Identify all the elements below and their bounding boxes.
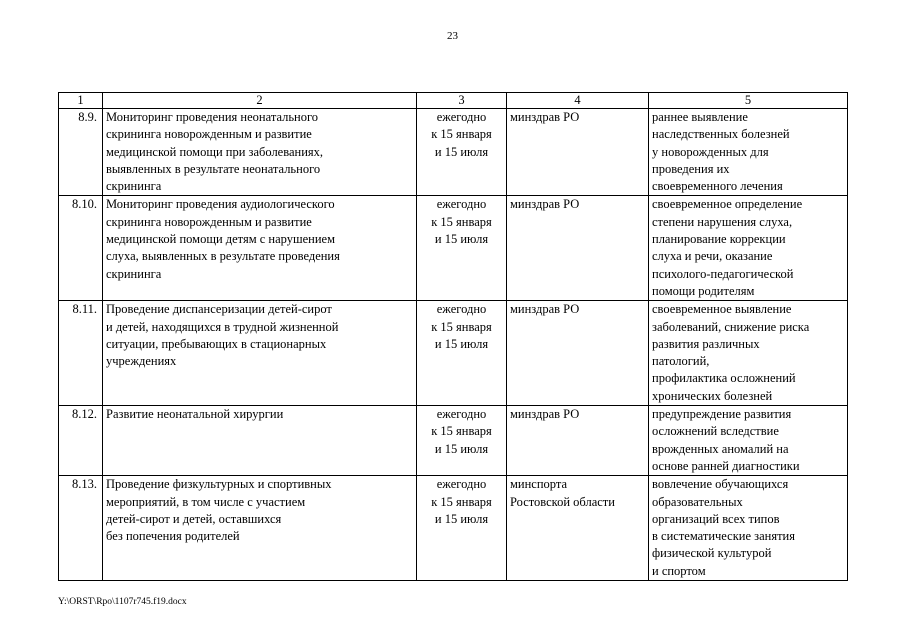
deadline-cell-line: ежегодно bbox=[436, 110, 487, 124]
activity-cell-line: Развитие неонатальной хирургии bbox=[106, 407, 284, 422]
deadline-cell bbox=[417, 476, 507, 581]
item-number: 8.11. bbox=[59, 301, 103, 406]
item-number: 8.13. bbox=[59, 476, 103, 581]
expected-result-cell bbox=[649, 196, 848, 301]
executor-cell-line: Ростовской области bbox=[510, 494, 615, 509]
expected-result-cell bbox=[649, 301, 848, 406]
executor-cell bbox=[507, 301, 649, 406]
column-header-3: 3 bbox=[417, 93, 507, 109]
expected-result-cell-line: профилактика осложнений bbox=[652, 371, 796, 386]
activity-cell-line: Проведение диспансеризации детей-сирот bbox=[106, 302, 332, 317]
item-number: 8.12. bbox=[59, 406, 103, 476]
deadline-cell-line: ежегодно bbox=[436, 302, 487, 317]
executor-cell bbox=[507, 109, 649, 196]
expected-result-cell-line: физической культурой bbox=[652, 546, 772, 561]
expected-result-cell-line: у новорожденных для bbox=[652, 144, 769, 159]
activity-cell-line: медицинской помощи при заболеваниях, bbox=[106, 144, 324, 159]
activity-cell-line: Мониторинг проведения аудиологического bbox=[106, 197, 335, 212]
expected-result-cell-line: планирование коррекции bbox=[652, 232, 786, 247]
measures-table bbox=[58, 92, 848, 581]
expected-result-cell-line: и спортом bbox=[652, 563, 706, 578]
expected-result-cell-line: психолого-педагогической bbox=[652, 266, 794, 281]
deadline-cell-line: к 15 января bbox=[431, 494, 492, 509]
deadline-cell bbox=[417, 301, 507, 406]
activity-cell-line: скрининга bbox=[106, 179, 162, 194]
table-row bbox=[59, 406, 848, 476]
column-header-2: 2 bbox=[103, 93, 417, 109]
activity-cell-line: выявленных в результате неонатального bbox=[106, 161, 321, 176]
expected-result-cell-line: в систематические занятия bbox=[652, 529, 795, 544]
expected-result-cell-line: помощи родителям bbox=[652, 283, 755, 298]
deadline-cell bbox=[417, 406, 507, 476]
deadline-cell-line: ежегодно bbox=[436, 477, 487, 492]
activity-cell-line: скрининга новорожденным и развитие bbox=[106, 214, 312, 229]
executor-cell bbox=[507, 196, 649, 301]
expected-result-cell bbox=[649, 476, 848, 581]
table-row bbox=[59, 476, 848, 581]
activity-cell-line: скрининга bbox=[106, 266, 162, 281]
deadline-cell-line: и 15 июля bbox=[434, 511, 489, 526]
expected-result-cell-line: своевременное определение bbox=[652, 197, 803, 212]
deadline-cell-line: к 15 января bbox=[431, 319, 492, 334]
deadline-cell bbox=[417, 109, 507, 196]
activity-cell-line: мероприятий, в том числе с участием bbox=[106, 494, 306, 509]
activity-cell bbox=[103, 301, 417, 406]
expected-result-cell-line: хронических болезней bbox=[652, 388, 773, 403]
deadline-cell-line: и 15 июля bbox=[434, 336, 489, 351]
expected-result-cell-line: проведения их bbox=[652, 161, 730, 176]
expected-result-cell bbox=[649, 406, 848, 476]
activity-cell bbox=[103, 406, 417, 476]
deadline-cell-line: к 15 января bbox=[431, 424, 492, 439]
deadline-cell-line: и 15 июля bbox=[434, 144, 489, 159]
expected-result-cell-line: вовлечение обучающихся bbox=[652, 477, 789, 492]
executor-cell-line: минздрав РО bbox=[510, 110, 580, 124]
activity-cell-line: учреждениях bbox=[106, 354, 177, 369]
activity-cell bbox=[103, 109, 417, 196]
file-path: Y:\ORST\Rpo\1107r745.f19.docx bbox=[58, 597, 187, 607]
activity-cell-line: и детей, находящихся в трудной жизненной bbox=[106, 319, 339, 334]
expected-result-cell-line: организаций всех типов bbox=[652, 511, 780, 526]
deadline-cell-line: к 15 января bbox=[431, 214, 492, 229]
activity-cell-line: Проведение физкультурных и спортивных bbox=[106, 477, 332, 492]
deadline-cell-line: и 15 июля bbox=[434, 232, 489, 247]
table-row bbox=[59, 196, 848, 301]
activity-cell-line: слуха, выявленных в результате проведения bbox=[106, 249, 340, 264]
expected-result-cell-line: степени нарушения слуха, bbox=[652, 214, 793, 229]
expected-result-cell-line: раннее выявление bbox=[652, 110, 748, 124]
activity-cell-line: детей-сирот и детей, оставшихся bbox=[106, 511, 282, 526]
column-header-5: 5 bbox=[649, 93, 848, 109]
executor-cell-line: минздрав РО bbox=[510, 407, 580, 422]
activity-cell-line: без попечения родителей bbox=[106, 529, 240, 544]
expected-result-cell-line: своевременное выявление bbox=[652, 302, 792, 317]
column-header-1: 1 bbox=[59, 93, 103, 109]
expected-result-cell-line: врожденных аномалий на bbox=[652, 441, 789, 456]
activity-cell bbox=[103, 476, 417, 581]
table-body bbox=[59, 109, 848, 581]
deadline-cell bbox=[417, 196, 507, 301]
expected-result-cell-line: заболеваний, снижение риска bbox=[652, 319, 810, 334]
activity-cell-line: скрининга новорожденным и развитие bbox=[106, 127, 312, 142]
activity-cell-line: Мониторинг проведения неонатального bbox=[106, 110, 319, 124]
activity-cell-line: ситуации, пребывающих в стационарных bbox=[106, 336, 327, 351]
expected-result-cell-line: своевременного лечения bbox=[652, 179, 783, 194]
executor-cell-line: минспорта bbox=[510, 477, 568, 492]
expected-result-cell-line: развития различных bbox=[652, 336, 760, 351]
activity-cell-line: медицинской помощи детям с нарушением bbox=[106, 232, 336, 247]
expected-result-cell-line: образовательных bbox=[652, 494, 743, 509]
table-row bbox=[59, 301, 848, 406]
expected-result-cell-line: основе ранней диагностики bbox=[652, 458, 800, 473]
column-header-4: 4 bbox=[507, 93, 649, 109]
expected-result-cell-line: слуха и речи, оказание bbox=[652, 249, 773, 264]
executor-cell bbox=[507, 476, 649, 581]
deadline-cell-line: ежегодно bbox=[436, 197, 487, 212]
deadline-cell-line: и 15 июля bbox=[434, 441, 489, 456]
table-header-row bbox=[59, 93, 848, 109]
table-row bbox=[59, 109, 848, 196]
expected-result-cell-line: патологий, bbox=[652, 354, 710, 369]
item-number: 8.10. bbox=[59, 196, 103, 301]
expected-result-cell bbox=[649, 109, 848, 196]
deadline-cell-line: к 15 января bbox=[431, 127, 492, 142]
expected-result-cell-line: наследственных болезней bbox=[652, 127, 790, 142]
item-number: 8.9. bbox=[59, 109, 103, 196]
expected-result-cell-line: предупреждение развития bbox=[652, 407, 792, 422]
expected-result-cell-line: осложнений вследствие bbox=[652, 424, 779, 439]
page-number: 23 bbox=[447, 30, 458, 42]
executor-cell-line: минздрав РО bbox=[510, 197, 580, 212]
executor-cell bbox=[507, 406, 649, 476]
executor-cell-line: минздрав РО bbox=[510, 302, 580, 317]
activity-cell bbox=[103, 196, 417, 301]
deadline-cell-line: ежегодно bbox=[436, 407, 487, 422]
